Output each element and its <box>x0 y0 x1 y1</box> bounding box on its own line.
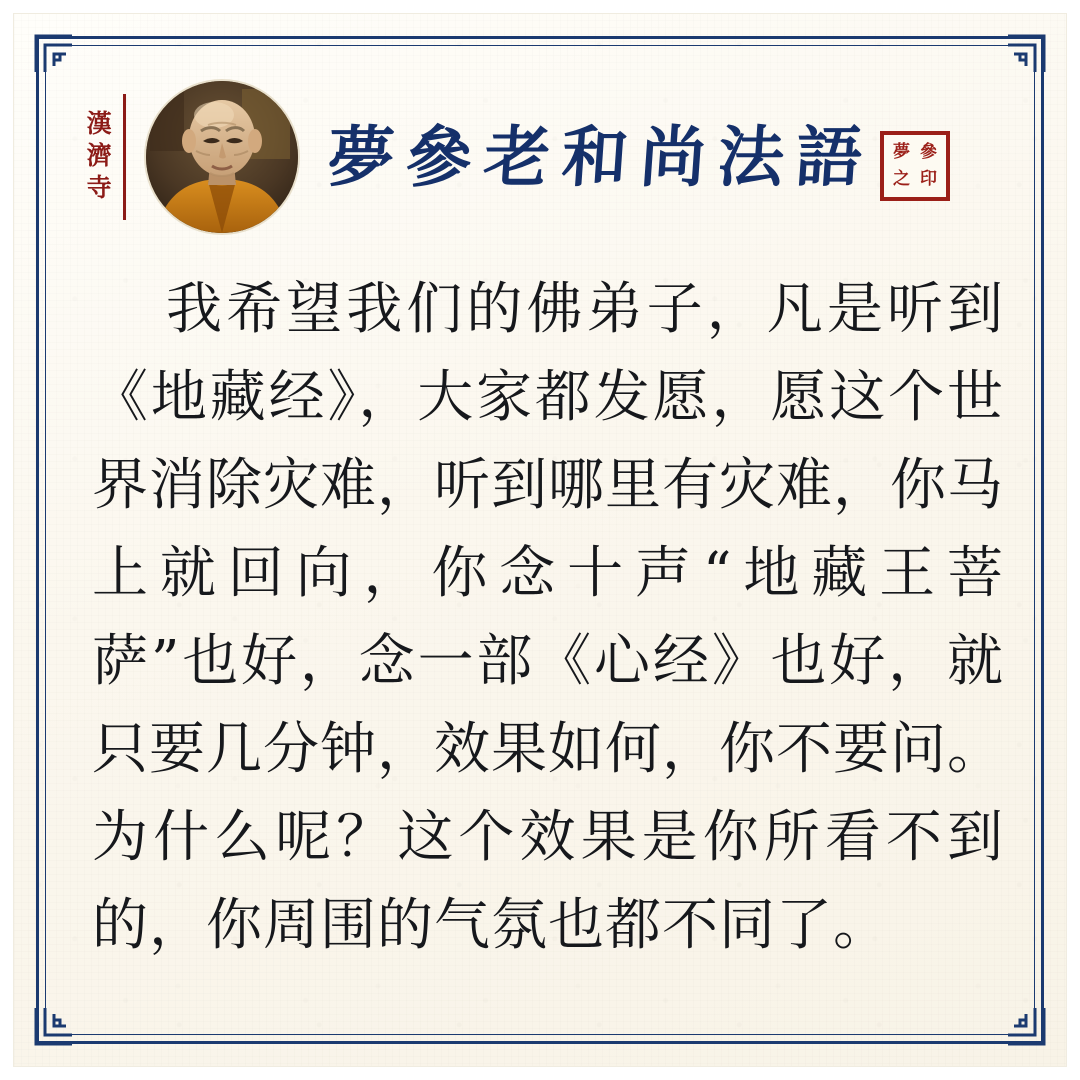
page-title: 夢參老和尚法語 <box>325 118 877 196</box>
quote-paragraph: 我希望我们的佛弟子，凡是听到《地藏经》，大家都发愿，愿这个世界消除灾难，听到哪里有灾难，你马上就回向，你念十声“地藏王菩萨”也好，念一部《心经》也好，就只要几分钟，效果如何，你不要问。为什么呢？这个效果是你所看不到的，你周围的气氛也都不同了。 <box>92 277 1004 958</box>
red-seal-stamp-icon <box>880 131 950 201</box>
temple-name-divider <box>123 94 126 220</box>
quote-card <box>14 14 1066 1066</box>
seal-glyph-1: 夢 <box>893 142 910 162</box>
title-block <box>298 81 1014 233</box>
seal-glyph-3: 之 <box>893 169 910 189</box>
temple-name-plate <box>66 82 128 232</box>
monk-portrait-icon <box>146 81 298 233</box>
seal-glyph-2: 參 <box>920 142 937 162</box>
temple-name-label: 漢濟寺 <box>83 110 113 206</box>
seal-glyph-4: 印 <box>920 169 937 189</box>
avatar <box>146 81 298 233</box>
card-header <box>66 72 1014 242</box>
